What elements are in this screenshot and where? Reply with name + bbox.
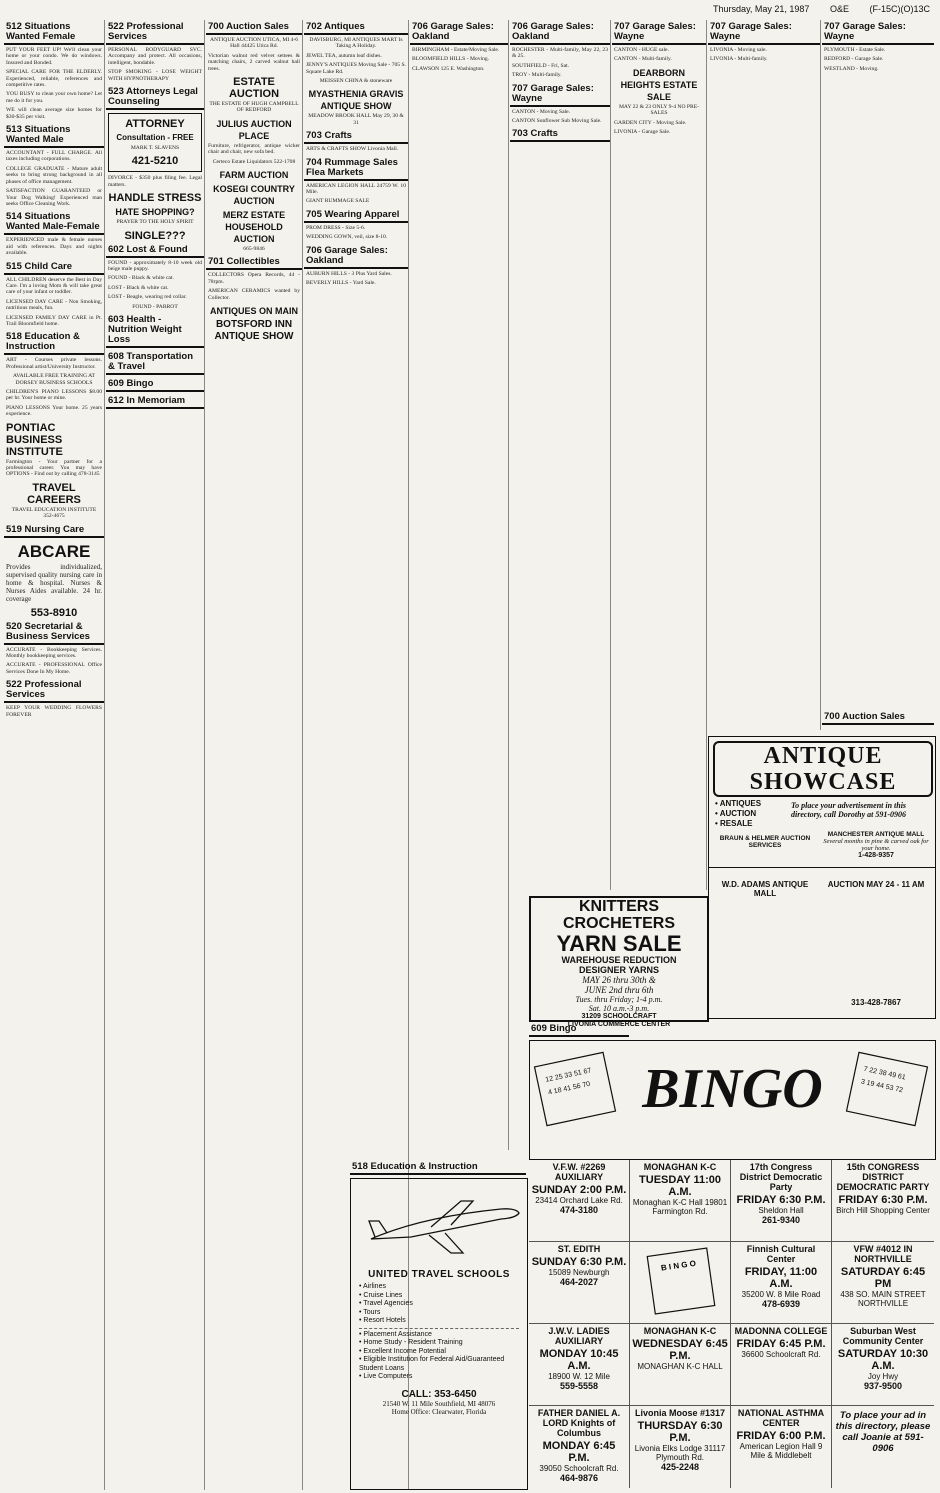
classified-ad: ARTS & CRAFTS SHOW Livonia Mall. bbox=[306, 146, 399, 153]
manchester-title: MANCHESTER ANTIQUE MALL bbox=[827, 831, 925, 838]
showcase-bullet: • RESALE bbox=[715, 819, 753, 828]
dearborn-title: DEARBORN HEIGHTS ESTATE SALE bbox=[620, 67, 698, 102]
united-bullet: • Travel Agencies bbox=[359, 1300, 413, 1307]
classified-ad: LICENSED DAY CARE - Non Smoking, nutritious meals, fun. bbox=[6, 298, 102, 312]
section-header: 707 Garage Sales: Wayne bbox=[612, 20, 706, 45]
adams-title: W.D. ADAMS ANTIQUE MALL bbox=[721, 880, 809, 898]
dates-2: JUNE 2nd thru 6th bbox=[584, 985, 654, 995]
classified-ad: PUT YOUR FEET UP! We'll clean your home or your condo. We do windows. Insured and Bonded. bbox=[6, 47, 102, 66]
bingo-listing: FATHER DANIEL A. LORD Knights of Columbus MONDAY 6:45 P.M. 39050 Schoolcraft Rd. 464-9876 bbox=[529, 1406, 630, 1488]
classified-ad: LOST - Beagle, wearing red collar. bbox=[108, 294, 187, 301]
travel-title: TRAVEL CAREERS bbox=[27, 481, 81, 506]
classified-ad: FOUND - approximately 8-10 week old beige male puppy. bbox=[108, 259, 202, 273]
classified-ad: SOUTHFIELD - Fri, Sat. bbox=[512, 62, 570, 69]
classified-ad: LIVONIA - Garage Sale. bbox=[614, 129, 671, 136]
yarn-sale-ad bbox=[529, 896, 709, 1028]
classified-ad: ACCURATE - PROFESSIONAL Office Services Done In My Home. bbox=[6, 662, 102, 675]
classified-ad: CANTON - Moving Sale. bbox=[512, 108, 571, 115]
classified-ad: ART - Courses private lessons. Professional artist/University Instructor. bbox=[6, 357, 102, 370]
bingo-listing: V.F.W. #2269 AUXILIARY SUNDAY 2:00 P.M. 23414 Orchard Lake Rd. 474-3180 bbox=[529, 1160, 630, 1242]
classified-ad: ACCURATE - Bookkeeping Services. Monthly bookkeeping services. bbox=[6, 646, 102, 660]
travel-body: TRAVEL EDUCATION INSTITUTE 352-4675 bbox=[11, 506, 97, 520]
classified-ad: CANTON - HUGE sale. bbox=[614, 47, 669, 53]
bingo-title: BINGO bbox=[642, 1058, 823, 1120]
pontiac-title: PONTIAC BUSINESS INSTITUTE bbox=[6, 421, 63, 458]
section-header: 707 Garage Sales: Wayne bbox=[708, 20, 820, 45]
classified-ad: PERSONAL BODYGUARD SVC. Accompany and protect. All occasions, intelligent, bondable. bbox=[108, 47, 202, 66]
classified-ad: REDFORD - Garage Sale. bbox=[824, 56, 884, 63]
classified-ad: EXPERIENCED male & female nurses aid with references. Days and nights available. bbox=[6, 237, 102, 257]
column-3 bbox=[206, 20, 303, 1490]
classified-ad: PIANO LESSONS Your home. 25 years experience. bbox=[6, 404, 102, 418]
section-header: 518 Education & Instruction bbox=[350, 1160, 526, 1175]
united-hq: Home Office: Clearwater, Florida bbox=[391, 1407, 487, 1416]
bingo-listing: 17th Congress District Democratic Party FRIDAY 6:30 P.M. Sheldon Hall 261-9340 bbox=[731, 1160, 832, 1242]
classified-ad: ROCHESTER - Multi-family, May 22, 23 & 25. bbox=[512, 47, 608, 60]
section-header: 705 Wearing Apparel bbox=[304, 208, 408, 223]
bingo-listings bbox=[529, 1160, 934, 1488]
auction-phone: 313-428-7867 bbox=[851, 998, 901, 1007]
showcase-tagline: To place your advertisement in this directory, call Dorothy at 591-0906 bbox=[791, 801, 907, 819]
classified-ad: LIVONIA - Moving sale. bbox=[710, 47, 767, 53]
bingo-listing: J.W.V. LADIES AUXILIARY MONDAY 10:45 A.M. 18900 W. 12 Mile 559-5558 bbox=[529, 1324, 630, 1406]
section-header: 706 Garage Sales: Oakland bbox=[304, 244, 408, 269]
found-parrot: FOUND - PARROT bbox=[132, 303, 178, 310]
bingo-banner bbox=[529, 1040, 936, 1160]
bingo-listing: MADONNA COLLEGE FRIDAY 6:45 P.M. 36600 Schoolcraft Rd. bbox=[731, 1324, 832, 1406]
classified-ad: KEEP YOUR WEDDING FLOWERS FOREVER bbox=[6, 705, 102, 718]
manchester-phone: 1-428-9357 bbox=[858, 852, 894, 859]
classified-ad: WESTLAND - Moving. bbox=[824, 65, 879, 72]
column-9 bbox=[822, 20, 934, 730]
svg-text:B I N G O: B I N G O bbox=[659, 1258, 696, 1273]
attorney-title: ATTORNEY bbox=[125, 118, 185, 131]
classified-ad: TROY - Multi-family. bbox=[512, 72, 562, 79]
showcase-bullet: • AUCTION bbox=[715, 809, 757, 818]
united-bullet: • Cruise Lines bbox=[359, 1291, 403, 1299]
section-header: 700 Auction Sales bbox=[206, 20, 302, 35]
antique-showcase bbox=[708, 736, 936, 868]
bingo-listing: ST. EDITH SUNDAY 6:30 P.M. 15089 Newburgh 464-2027 bbox=[529, 1242, 630, 1324]
section-header: 609 Bingo bbox=[529, 1022, 629, 1037]
classified-ad: JENNY'S ANTIQUES Moving Sale - 705 S. Square Lake Rd. bbox=[306, 62, 406, 75]
classified-ad: GARDEN CITY - Moving Sale. bbox=[614, 119, 687, 126]
section-header: 513 Situations Wanted Male bbox=[4, 123, 104, 148]
bingo-header bbox=[529, 1022, 629, 1039]
abcare-title: ABCARE bbox=[17, 541, 91, 561]
myasthenia-title: MYASTHENIA GRAVIS ANTIQUE SHOW bbox=[308, 89, 404, 112]
classified-ad: SATISFACTION GUARANTEED or Your Dog Walking! Experienced man seeks Office Cleaning Work. bbox=[6, 188, 102, 207]
merz-title: MERZ ESTATE HOUSEHOLD AUCTION bbox=[222, 210, 286, 245]
classified-ad: HATE SHOPPING? bbox=[115, 207, 195, 218]
designer: DESIGNER YARNS bbox=[578, 965, 660, 975]
bingo-listing bbox=[630, 1242, 731, 1324]
dearborn-sub: MAY 22 & 23 ONLY 9-4 NO PRE-SALES bbox=[618, 103, 700, 117]
classified-ad: COLLEGE GRADUATE - Mature adult seeks to bring strong background in all phases of office management. bbox=[6, 165, 102, 185]
crocheters: CROCHETERS bbox=[562, 915, 675, 932]
bingo-listing: Finnish Cultural Center FRIDAY, 11:00 A.M. 35200 W. 8 Mile Road 478-6939 bbox=[731, 1242, 832, 1324]
bingo-listing: Livonia Moose #1317 THURSDAY 6:30 P.M. Livonia Elks Lodge 31117 Plymouth Rd. 425-2248 bbox=[630, 1406, 731, 1488]
section-header: 703 Crafts bbox=[304, 129, 408, 144]
certeco: Certeco Estate Liquidators 522-1708 bbox=[212, 158, 296, 165]
issue-date: Thursday, May 21, 1987 bbox=[713, 4, 810, 14]
united-bullet: • Resort Hotels bbox=[359, 1317, 406, 1324]
classified-ad: PROM DRESS - Size 5-6. bbox=[306, 224, 366, 231]
warehouse: WAREHOUSE REDUCTION bbox=[561, 955, 677, 965]
classified-ad: PLYMOUTH - Estate Sale. bbox=[824, 47, 886, 53]
bingo-listing: Suburban West Community Center SATURDAY 10:30 A.M. Joy Hwy 937-9500 bbox=[832, 1324, 934, 1406]
antiques-main-title: ANTIQUES ON MAIN bbox=[209, 306, 298, 317]
julius-title: JULIUS AUCTION PLACE bbox=[216, 118, 292, 141]
united-bullet: • Eligible Institution for Federal Aid/Guaranteed Student Loans bbox=[359, 1356, 505, 1372]
running-head bbox=[0, 4, 930, 18]
merz-phone: 665-9846 bbox=[243, 246, 265, 253]
kosegi-title: KOSEGI COUNTRY AUCTION bbox=[213, 184, 295, 207]
classified-ad: LOST - Black & white cat. bbox=[108, 284, 169, 291]
paper-name: O&E bbox=[829, 4, 849, 14]
section-header: 520 Secretarial & Business Services bbox=[4, 620, 104, 645]
knitters: KNITTERS bbox=[579, 898, 659, 915]
classified-ad: BIRMINGHAM - Estate/Moving Sale. bbox=[412, 47, 500, 53]
manchester-sub: Several months in pine & carved oak for your home. bbox=[823, 838, 929, 852]
united-title: UNITED TRAVEL SCHOOLS bbox=[368, 1269, 510, 1280]
classified-ad: AUBURN HILLS - 3 Plus Yard Sales. bbox=[306, 270, 392, 277]
classified-ad: DAVISBURG, MI ANTIQUES MART Is Taking A Holiday. bbox=[309, 37, 403, 50]
attorney-ad bbox=[108, 113, 202, 172]
single-ad: SINGLE??? bbox=[124, 229, 186, 242]
bingo-listing: 15th CONGRESS DISTRICT DEMOCRATIC PARTY FRIDAY 6:30 P.M. Birch Hill Shopping Center bbox=[832, 1160, 934, 1242]
united-bullet: • Live Computers bbox=[359, 1373, 413, 1380]
svg-text:7 22 38 49 61: 7 22 38 49 61 bbox=[862, 1065, 907, 1082]
section-header: 602 Lost & Found bbox=[106, 243, 204, 258]
section-header: 700 Auction Sales bbox=[822, 710, 934, 725]
classified-ad: CLAWSON 125 E. Washington. bbox=[412, 65, 485, 72]
section-header: 707 Garage Sales: Wayne bbox=[510, 82, 610, 107]
botsford-title: BOTSFORD INN ANTIQUE SHOW bbox=[214, 319, 294, 343]
estate-sub: THE ESTATE OF HUGH CAMPBELL OF REDFORD bbox=[209, 101, 299, 114]
section-header: 519 Nursing Care bbox=[4, 523, 104, 538]
classified-ad: PRAYER TO THE HOLY SPIRIT bbox=[116, 219, 194, 226]
hours-2: Sat. 10 a.m.-3 p.m. bbox=[588, 1004, 650, 1013]
page-number: (F-15C)(O)13C bbox=[869, 4, 930, 14]
section-header: 522 Professional Services bbox=[4, 678, 104, 703]
braun-helmer: BRAUN & HELMER AUCTION SERVICES bbox=[719, 835, 811, 849]
showcase-lower bbox=[708, 868, 936, 1019]
attorney-name: MARK T. SLAVENS bbox=[130, 145, 180, 152]
pontiac-body: Farmington - Your partner for a professional career. You may have OPTIONS - Find out by calling 478-3145 bbox=[6, 458, 102, 478]
united-address: 21540 W. 11 Mile Southfield, MI 48076 bbox=[382, 1399, 496, 1408]
section-header: 609 Bingo bbox=[106, 377, 204, 392]
section-header: 523 Attorneys Legal Counseling bbox=[106, 85, 204, 110]
address: 31209 SCHOOLCRAFT bbox=[581, 1013, 657, 1020]
united-bullet: • Home Study - Resident Training bbox=[359, 1339, 463, 1346]
united-call: CALL: 353-6450 bbox=[401, 1388, 477, 1400]
section-header: 706 Garage Sales: Oakland bbox=[510, 20, 610, 45]
section-header: 704 Rummage Sales Flea Markets bbox=[304, 156, 408, 181]
meissen: MEISSEN CHINA & stoneware bbox=[319, 78, 393, 85]
classified-ad: BLOOMFIELD HILLS - Moving. bbox=[412, 56, 490, 63]
column-1 bbox=[4, 20, 105, 1490]
classified-ad: FOUND - Black & white cat. bbox=[108, 275, 174, 282]
bingo-card-icon bbox=[633, 1244, 728, 1318]
farm-title: FARM AUCTION bbox=[219, 170, 289, 181]
united-travel-ad bbox=[350, 1178, 528, 1490]
showcase-bullet: • ANTIQUES bbox=[715, 799, 762, 808]
classified-ad: CANTON - Multi-family. bbox=[614, 56, 672, 63]
section-header: 512 Situations Wanted Female bbox=[4, 20, 104, 45]
column-2 bbox=[106, 20, 205, 1490]
section-header: 608 Transportation & Travel bbox=[106, 350, 204, 375]
united-bullet: • Tours bbox=[359, 1308, 381, 1316]
attorney-phone: 421-5210 bbox=[131, 155, 179, 168]
classified-ad: DIVORCE - $350 plus filing fee. Legal matters. bbox=[108, 175, 202, 188]
center: LIVONIA COMMERCE CENTER bbox=[567, 1021, 671, 1028]
education-header bbox=[350, 1160, 526, 1177]
classified-ad: AMERICAN LEGION HALL 24759 W. 10 Mile. bbox=[306, 182, 406, 196]
column-6 bbox=[510, 20, 611, 890]
section-header: 522 Professional Services bbox=[106, 20, 204, 45]
section-header: 706 Garage Sales: Oakland bbox=[410, 20, 508, 45]
classified-ad: STOP SMOKING - LOSE WEIGHT WITH HYPNOTHERAPY bbox=[108, 69, 202, 82]
bingo-listing: To place your ad in this directory, please call Joanie at 591-0906 bbox=[835, 1410, 931, 1454]
classified-ad: JEWEL TEA, autumn leaf dishes. bbox=[306, 52, 382, 59]
classified-ad: YOU BUSY to clean your own home? Let me do it for you. bbox=[6, 91, 102, 104]
classified-ad: WEDDING GOWN, veil, size 8-10. bbox=[306, 234, 388, 241]
classified-ad: SPECIAL CARE FOR THE ELDERLY. Experienced, reliable, references and competitive rates. bbox=[6, 69, 102, 89]
united-bullet: • Airlines bbox=[359, 1283, 386, 1290]
svg-text:4 18 41 56 70: 4 18 41 56 70 bbox=[547, 1080, 591, 1097]
column-5 bbox=[410, 20, 509, 1150]
classified-ad: HANDLE STRESS bbox=[108, 192, 202, 205]
united-bullet: • Excellent Income Potential bbox=[359, 1347, 446, 1355]
classified-ad: CANTON Sunflower Sub Moving Sale. bbox=[512, 118, 602, 125]
bingo-listing: NATIONAL ASTHMA CENTER FRIDAY 6:00 P.M. American Legion Hall 9 Mile & Middlebelt bbox=[731, 1406, 832, 1488]
abcare-body: Provides individualized, supervised quality nursing care in home & hospital. Nurses & Nurses Aides available. 24 hr. coverage bbox=[6, 562, 102, 603]
showcase-logo: ANTIQUE SHOWCASE bbox=[713, 741, 933, 797]
abcare-phone: 553-8910 bbox=[30, 606, 78, 619]
section-header: 518 Education & Instruction bbox=[4, 330, 104, 355]
airplane-icon bbox=[351, 1179, 527, 1269]
classified-ad: GIANT RUMMAGE SALE bbox=[306, 198, 370, 205]
classified-ad: AMERICAN CERAMICS wanted by Collector. bbox=[208, 288, 300, 301]
section-header: 707 Garage Sales: Wayne bbox=[822, 20, 934, 45]
classified-ad: Furniture, refrigerator, antique wicker chair and chair, new sofa bed. bbox=[208, 142, 300, 156]
column-8 bbox=[708, 20, 821, 730]
section-header: 701 Collectibles bbox=[206, 255, 302, 270]
svg-text:3 19 44 53 72: 3 19 44 53 72 bbox=[860, 1078, 904, 1095]
bingo-listing: MONAGHAN K-C WEDNESDAY 6:45 P.M. MONAGHAN K-C HALL bbox=[630, 1324, 731, 1406]
section-header: 703 Crafts bbox=[510, 127, 610, 142]
classified-ad: LIVONIA - Multi-family. bbox=[710, 56, 768, 63]
hours-1: Tues. thru Friday; 1-4 p.m. bbox=[575, 995, 663, 1004]
classified-ad: Victorian walnut red velvet settees & matching chairs, 2 carved walnut hall trees. bbox=[208, 52, 300, 72]
section-header: 612 In Memoriam bbox=[106, 394, 204, 409]
auction-date: AUCTION MAY 24 - 11 AM bbox=[827, 880, 925, 889]
bingo-listing: MONAGHAN K-C TUESDAY 11:00 A.M. Monaghan K-C Hall 19801 Farmington Rd. bbox=[630, 1160, 731, 1242]
dates-1: MAY 26 thru 30th & bbox=[582, 975, 656, 985]
classified-ad: ALL CHILDREN deserve the Best in Day Care. I'm a loving Mom & will take great care of your infant or toddler. bbox=[6, 276, 102, 296]
classified-ad: LICENSED FAMILY DAY CARE in Pt. Trail Bloomfield home. bbox=[6, 314, 102, 327]
classified-ad: ANTIQUE AUCTION UTICA, MI 4-6 Hall 44425 Utica Rd. bbox=[209, 37, 299, 50]
estate-title: ESTATE AUCTION bbox=[228, 76, 280, 101]
attorney-sub: Consultation - FREE bbox=[116, 133, 194, 143]
united-bullet: • Placement Assistance bbox=[359, 1330, 432, 1338]
classified-ad: WE will clean average size homes for $30-$35 per visit. bbox=[6, 107, 102, 120]
myasthenia-sub: MEADOW BROOK HALL May 29, 30 & 31 bbox=[308, 113, 404, 126]
svg-text:12 25 33 51 67: 12 25 33 51 67 bbox=[544, 1067, 593, 1084]
bingo-listing: VFW #4012 IN NORTHVILLE SATURDAY 6:45 PM 438 SO. MAIN STREET NORTHVILLE bbox=[832, 1242, 934, 1324]
yarn-sale: YARN SALE bbox=[556, 931, 682, 956]
classified-ad: AVAILABLE FREE TRAINING AT DORSEY BUSINESS SCHOOLS bbox=[13, 373, 95, 386]
classified-ad: BEVERLY HILLS - Yard Sale. bbox=[306, 280, 376, 287]
column-7 bbox=[612, 20, 707, 890]
classified-ad: COLLECTORS Opera Records, 44 - 78rpm. bbox=[208, 272, 300, 285]
section-header: 603 Health - Nutrition Weight Loss bbox=[106, 313, 204, 348]
classified-ad: CHILDREN'S PIANO LESSONS $8.00 per hr. Your home or mine. bbox=[6, 389, 102, 402]
section-header: 515 Child Care bbox=[4, 260, 104, 275]
classified-ad: ACCOUNTANT - FULL CHARGE. All taxes including corporations. bbox=[6, 150, 102, 163]
section-header: 702 Antiques bbox=[304, 20, 408, 35]
section-header: 514 Situations Wanted Male-Female bbox=[4, 210, 104, 235]
